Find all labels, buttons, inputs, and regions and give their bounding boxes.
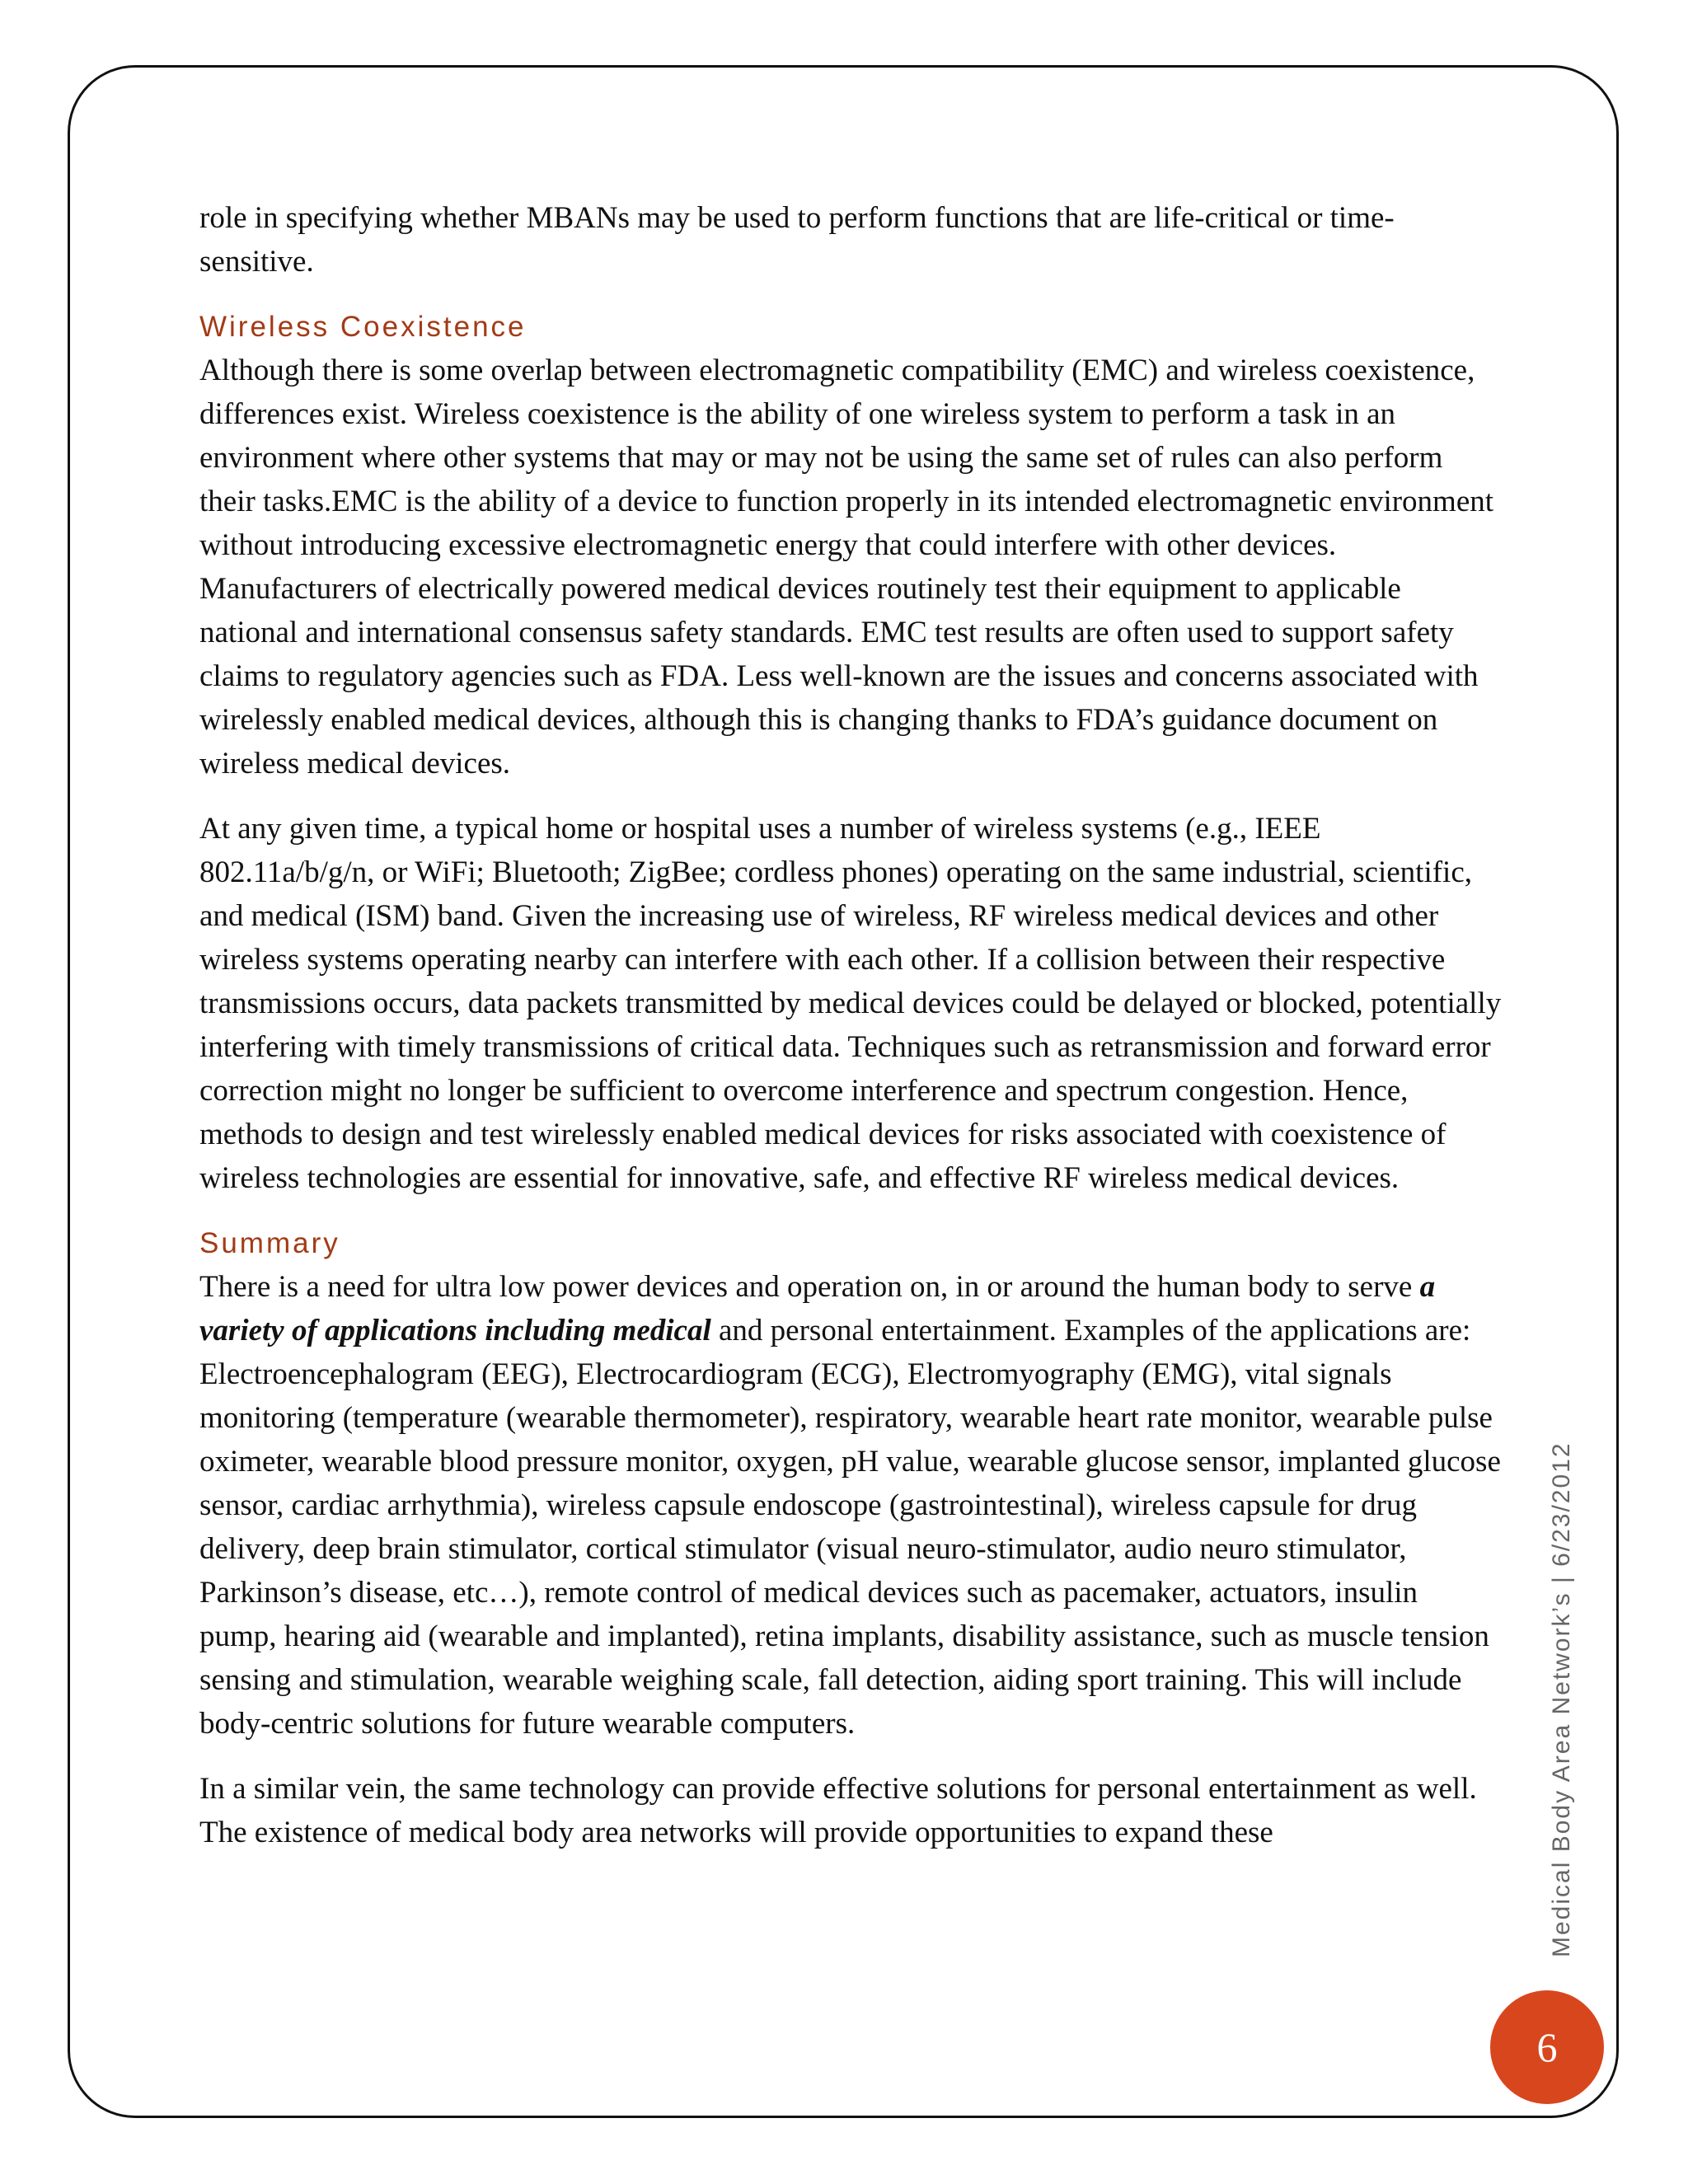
page-number-badge: 6 (1490, 1990, 1604, 2104)
summary-paragraph-1 (199, 1265, 1502, 1746)
wireless-paragraph-2: At any given time, a typical home or hospital uses a number of wireless systems (e.g., IEEE 802.11a/b/g/n, or WiFi; Bluetooth; ZigBee; cordless phones) operating on the same industrial, scientific, and medical (ISM) band. Given the increasing use of wireless, RF wireless medical devices and other wireless systems operating nearby can interfere with each other. If a collision between their respective transmissions occurs, data packets transmitted by medical devices could be delayed or blocked, potentially interfering with timely transmissions of critical data. Techniques such as retransmission and forward error correction might no longer be sufficient to overcome interference and spectrum congestion. Hence, methods to design and test wirelessly enabled medical devices for risks associated with coexistence of wireless technologies are essential for innovative, safe, and effective RF wireless medical devices. (199, 812, 1502, 1195)
summary-emphasis: a variety of applications including medical (199, 1270, 1436, 1347)
wireless-paragraph-1: Although there is some overlap between electromagnetic compatibility (EMC) and wireless coexistence, differences exist. Wireless coexistence is the ability of one wireless system to perform a task in an environment where other systems that may or may not be using the same set of rules can also perform their tasks.EMC is the ability of a device to function properly in its intended electromagnetic environment without introducing excessive electromagnetic energy that could interfere with other devices. Manufacturers of electrically powered medical devices routinely test their equipment to applicable national and international consensus safety standards. EMC test results are often used to support safety claims to regulatory agencies such as FDA. Less well-known are the issues and concerns associated with wirelessly enabled medical devices, although this is changing thanks to FDA’s guidance document on wireless medical devices. (199, 354, 1494, 780)
summary-text-end: and personal entertainment. Examples of the applications are: Electroencephalogram (EEG), Electrocardiogram (ECG), Electromyography (EMG), vital signals monitoring (temperature (wearable thermometer), respiratory, wearable heart rate monitor, wearable pulse oximeter, wearable blood pressure monitor, oxygen, pH value, wearable glucose sensor, implanted glucose sensor, cardiac arrhythmia), wireless capsule endoscope (gastrointestinal), wireless capsule for drug delivery, deep brain stimulator, cortical stimulator (visual neuro-stimulator, audio neuro stimulator, Parkinson’s disease, etc…), remote control of medical devices such as pacemaker, actuators, insulin pump, hearing aid (wearable and implanted), retina implants, disability assistance, such as muscle tension sensing and stimulation, wearable weighing scale, fall detection, aiding sport training. This will include body-centric solutions for future wearable computers. (199, 1314, 1501, 1741)
intro-paragraph: role in specifying whether MBANs may be used to perform functions that are life-critical or time-sensitive. (199, 201, 1395, 279)
summary-paragraph-2: In a similar vein, the same technology can provide effective solutions for personal entertainment as well. The existence of medical body area networks will provide opportunities to expand these (199, 1772, 1477, 1849)
section-heading-summary: Summary (199, 1227, 340, 1259)
document-body (199, 196, 1502, 1854)
summary-text-start: There is a need for ultra low power devices and operation on, in or around the human body to serve (199, 1270, 1420, 1304)
side-footer-text: Medical Body Area Network’s | 6/23/2012 (1548, 1441, 1575, 1957)
section-heading-wireless-coexistence: Wireless Coexistence (199, 311, 527, 343)
